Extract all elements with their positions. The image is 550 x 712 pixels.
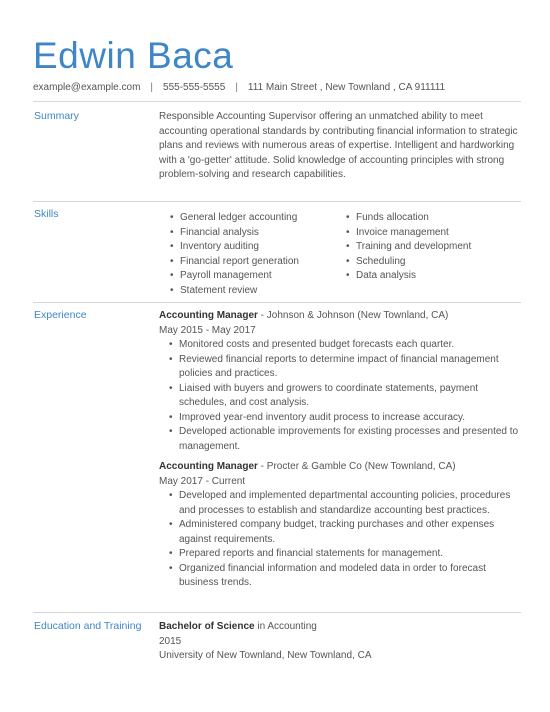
summary-heading: Summary	[34, 110, 79, 122]
skills-column-left	[170, 211, 345, 298]
contact-separator: |	[235, 82, 238, 93]
section-divider	[33, 302, 521, 303]
school-name: University of New Townland, New Townland, CA	[159, 650, 372, 661]
summary-text: Responsible Accounting Supervisor offering an unmatched ability to meet accounting operational standards by contributing financial information to strategic plans and reviews with numerous areas of expertise. Intelligent and hardworking with a 'go-getter' attitude. Solid knowledge of accounting principles with strong problem-solving and research capabilities.	[159, 111, 518, 180]
skill-item: • Inventory auditing	[170, 240, 345, 255]
degree-field: in Accounting	[254, 621, 317, 632]
skill-item: • Statement review	[170, 284, 345, 299]
degree-name: Bachelor of Science	[159, 621, 255, 632]
job-title: Accounting Manager	[159, 310, 258, 321]
graduation-year: 2015	[159, 635, 182, 647]
job-bullet: • Monitored costs and presented budget forecasts each quarter.	[169, 338, 521, 353]
skill-item: • Scheduling	[346, 255, 526, 270]
job-bullets	[169, 338, 521, 454]
job-bullet: • Reviewed financial reports to determine impact of financial management policies and practices.	[169, 353, 521, 382]
skills-heading: Skills	[34, 208, 59, 220]
education-degree-line	[159, 620, 521, 635]
job-company: - Procter & Gamble Co (New Townland, CA)	[257, 461, 456, 472]
skills-column-right	[346, 211, 526, 284]
job-bullet: • Improved year-end inventory audit process to increase accuracy.	[169, 411, 521, 426]
job-bullet: • Developed and implemented departmental accounting policies, procedures and processes to establish and standardize accounting best practices.	[169, 489, 521, 518]
contact-phone: 555-555-5555	[163, 82, 226, 93]
experience-heading: Experience	[34, 309, 87, 321]
section-divider	[33, 612, 521, 613]
job-header	[159, 309, 521, 324]
contact-separator: |	[150, 82, 154, 93]
skill-item: • Payroll management	[170, 269, 345, 284]
skill-item: • Data analysis	[346, 269, 526, 284]
job-bullet: • Developed actionable improvements for existing processes and presented to management.	[169, 425, 521, 454]
job-entry	[159, 309, 521, 454]
job-entry	[159, 460, 521, 591]
job-company: - Johnson & Johnson (New Townland, CA)	[257, 310, 449, 321]
job-bullet: • Organized financial information and modeled data in order to forecast business trends.	[169, 562, 521, 591]
job-header	[159, 460, 521, 475]
education-heading: Education and Training	[34, 620, 142, 632]
skill-item: • Funds allocation	[346, 211, 526, 226]
contact-line	[33, 82, 445, 93]
skill-item: • Financial analysis	[170, 226, 345, 241]
skill-item: • Financial report generation	[170, 255, 345, 270]
job-bullet: • Administered company budget, tracking purchases and other expenses against requirements.	[169, 518, 521, 547]
job-bullet: • Prepared reports and financial statements for management.	[169, 547, 521, 562]
education-entry	[159, 620, 521, 664]
header-divider	[33, 101, 521, 102]
skill-item: • General ledger accounting	[170, 211, 345, 226]
contact-email: example@example.com	[33, 82, 141, 93]
job-dates: May 2015 - May 2017	[159, 324, 256, 336]
job-bullets	[169, 489, 521, 591]
skill-item: • Training and development	[346, 240, 526, 255]
skill-item: • Invoice management	[346, 226, 526, 241]
job-title: Accounting Manager	[159, 461, 258, 472]
job-dates: May 2017 - Current	[159, 475, 246, 487]
job-bullet: • Liaised with buyers and growers to coordinate statements, payment schedules, and cost analysis.	[169, 382, 521, 411]
section-divider	[33, 201, 521, 202]
candidate-name: Edwin Baca	[33, 35, 234, 76]
contact-address: 111 Main Street , New Townland , CA 911111	[247, 82, 446, 93]
